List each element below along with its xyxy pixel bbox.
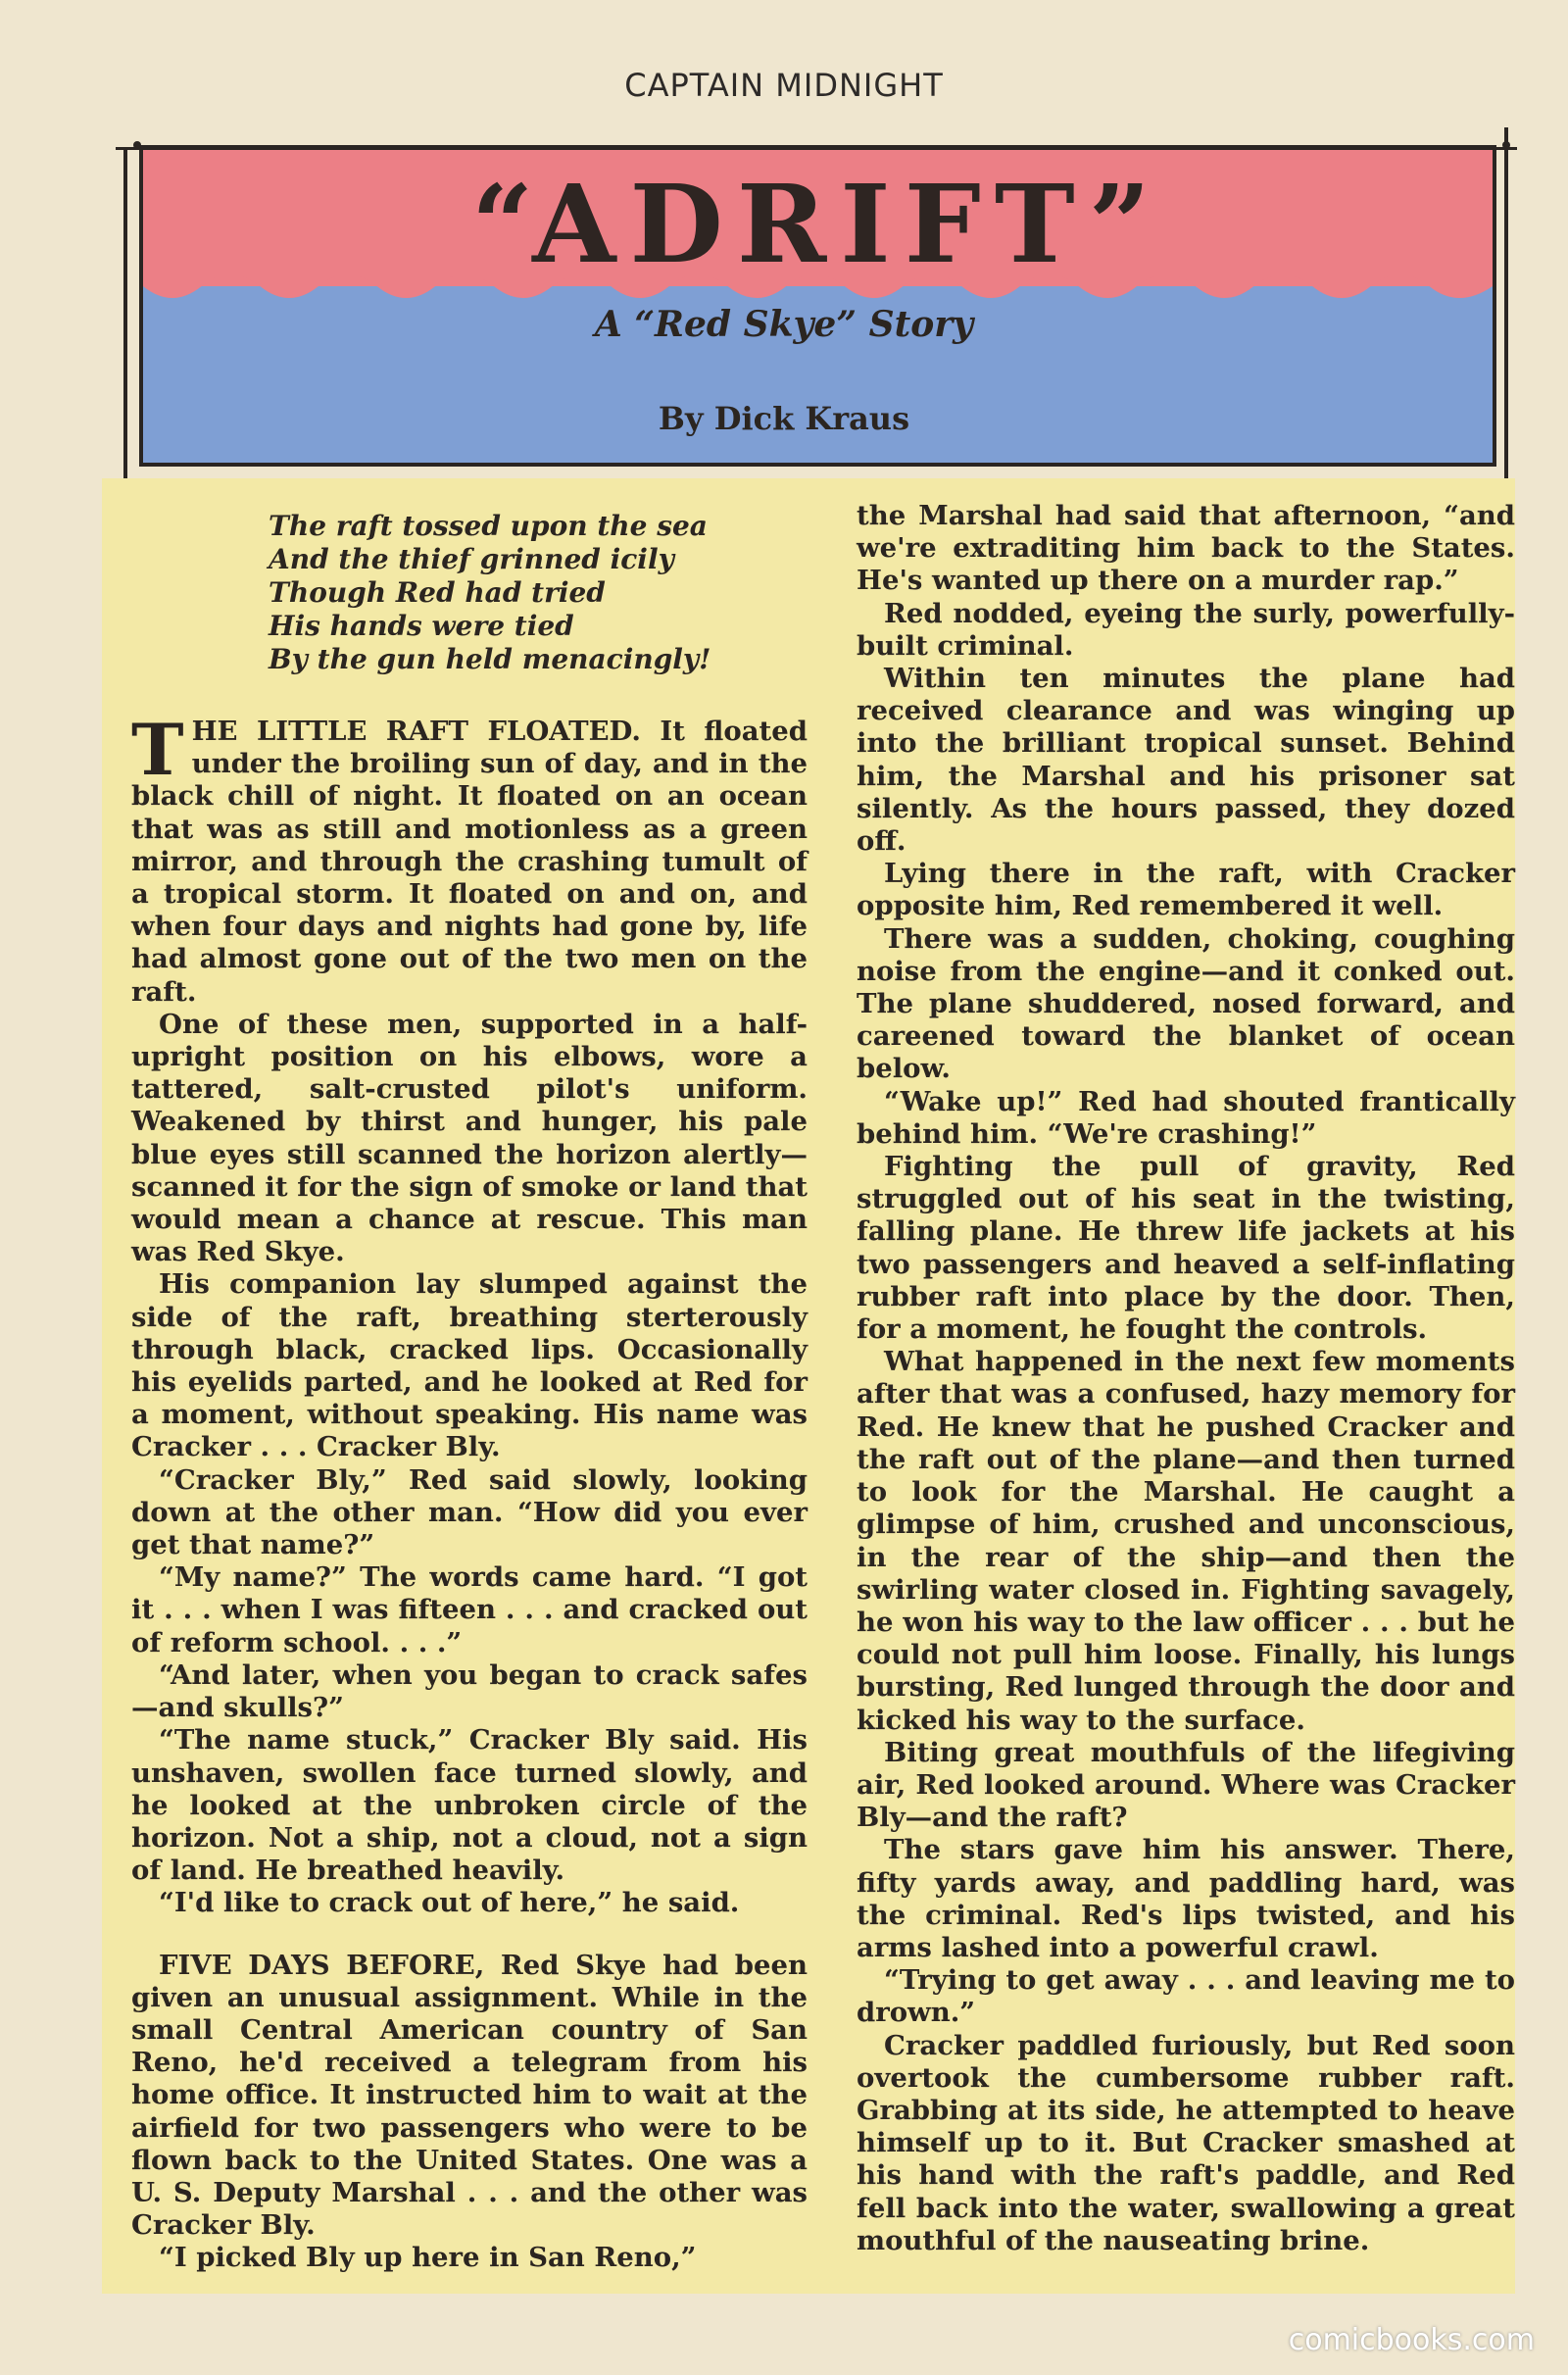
- paragraph: Fighting the pull of gravity, Red struggled out of his seat in the twisting, falling plane. He threw life jackets at his two passengers and heaved a self-inflating rubber raft into place by the door. Then, for a moment, he fought the controls.: [857, 1151, 1515, 1346]
- frame-left-line: [123, 147, 127, 480]
- left-column: [131, 478, 808, 2275]
- paragraph: “I picked Bly up here in San Reno,”: [159, 2242, 697, 2274]
- verse-line: And the thief grinned icily: [269, 543, 674, 575]
- opening-text: HE LITTLE RAFT FLOATED. It floated under the broiling sun of day, and in the black chill of night. It floated on an ocean that was as still and motionless as a green mirror, and through the crashing tumult of a tropical storm. It floated on and on, and when four days and nights had gone by, life had almost gone out of the two men on the raft.: [131, 716, 808, 1008]
- verse-line: Though Red had tried: [269, 576, 606, 609]
- paragraph: There was a sudden, choking, coughing noise from the engine—and it conked out. The plane shuddered, nosed forward, and careened toward the blanket of ocean below.: [857, 922, 1515, 1085]
- watermark: comicbooks.com: [1288, 2323, 1535, 2357]
- story-text-panel: [102, 478, 1515, 2294]
- paragraph: “Trying to get away . . . and leaving me to drown.”: [857, 1964, 1515, 2029]
- story-subtitle: A “Red Skye” Story: [594, 304, 974, 345]
- byline: By Dick Kraus: [658, 400, 910, 437]
- frame-top-line: [116, 147, 1517, 150]
- paragraph: Within ten minutes the plane had received clearance and was winging up into the brilliant tropical sunset. Behind him, the Marshal and his prisoner sat silently. As the hours passed, they dozed off.: [857, 663, 1515, 858]
- paragraph: “Cracker Bly,” Red said slowly, looking down at the other man. “How did you ever get that name?”: [131, 1463, 808, 1561]
- verse-line: His hands were tied: [269, 610, 574, 642]
- right-column: [857, 500, 1515, 2257]
- paragraph: The stars gave him his answer. There, fifty yards away, and paddling hard, was the criminal. Red's lips twisted, and his arms lashed into a powerful crawl.: [857, 1834, 1515, 1963]
- verse-line: The raft tossed upon the sea: [269, 510, 708, 542]
- drop-cap: T: [131, 708, 184, 791]
- paragraph: “My name?” The words came hard. “I got it . . . when I was fifteen . . . and cracked out of reform school. . . .”: [131, 1561, 808, 1658]
- paragraph: “And later, when you began to crack safes—and skulls?”: [131, 1658, 808, 1724]
- section-paragraph: FIVE DAYS BEFORE, Red Skye had been given an unusual assignment. While in the small Central American country of San Reno, he'd received a telegram from his home office. It instructed him to wait at the airfield for two passengers who were to be flown back to the United States. One was a U. S. Deputy Marshal . . . and the other was Cracker Bly.: [131, 1949, 808, 2242]
- paragraph: “Wake up!” Red had shouted frantically behind him. “We're crashing!”: [857, 1085, 1515, 1150]
- paragraph: Lying there in the raft, with Cracker opposite him, Red remembered it well.: [857, 858, 1515, 922]
- paragraph: “I'd like to crack out of here,” he said.: [159, 1887, 740, 1919]
- section-break: [131, 1920, 808, 1950]
- opening-paragraph: [131, 708, 808, 1009]
- verse: [269, 510, 808, 676]
- paragraph: Red nodded, eyeing the surly, powerfully-built criminal.: [857, 597, 1515, 662]
- paragraph: His companion lay slumped against the side of the raft, breathing sterterously through black, cracked lips. Occasionally his eyelids parted, and he looked at Red for a moment, without speaking. His name was Cracker . . . Cracker Bly.: [131, 1268, 808, 1463]
- frame-right-line: [1504, 127, 1508, 490]
- corner-dot: [133, 141, 141, 149]
- paragraph: One of these men, supported in a half-upright position on his elbows, wore a tattered, salt-crusted pilot's uniform. Weakened by thirst and hunger, his pale blue eyes still scanned the horizon alertly—scanned it for the sign of smoke or land that would mean a chance at rescue. This man was Red Skye.: [131, 1008, 808, 1268]
- running-head: CAPTAIN MIDNIGHT: [624, 67, 944, 104]
- paragraph: Biting great mouthfuls of the lifegiving air, Red looked around. Where was Cracker Bly—and the raft?: [857, 1736, 1515, 1834]
- paragraph: the Marshal had said that afternoon, “and we're extraditing him back to the States. He's wanted up there on a murder rap.”: [857, 500, 1515, 597]
- verse-line: By the gun held menacingly!: [269, 643, 711, 675]
- corner-dot: [1502, 141, 1510, 149]
- paragraph: What happened in the next few moments after that was a confused, hazy memory for Red. He knew that he pushed Cracker and the raft out of the plane—and then turned to look for the Marshal. He caught a glimpse of him, crushed and unconscious, in the rear of the ship—and then the swirling water closed in. Fighting savagely, he won his way to the law officer . . . but he could not pull him loose. Finally, his lungs bursting, Red lunged through the door and kicked his way to the surface.: [857, 1346, 1515, 1736]
- paragraph: “The name stuck,” Cracker Bly said. His unshaven, swollen face turned slowly, and he looked at the unbroken circle of the horizon. Not a ship, not a cloud, not a sign of land. He breathed heavily.: [131, 1724, 808, 1887]
- story-title: “ADRIFT”: [471, 161, 1164, 287]
- paragraph: Cracker paddled furiously, but Red soon overtook the cumbersome rubber raft. Grabbing at its side, he attempted to heave himself up to it. But Cracker smashed at his hand with the raft's paddle, and Red fell back into the water, swallowing a great mouthful of the nauseating brine.: [857, 2029, 1515, 2256]
